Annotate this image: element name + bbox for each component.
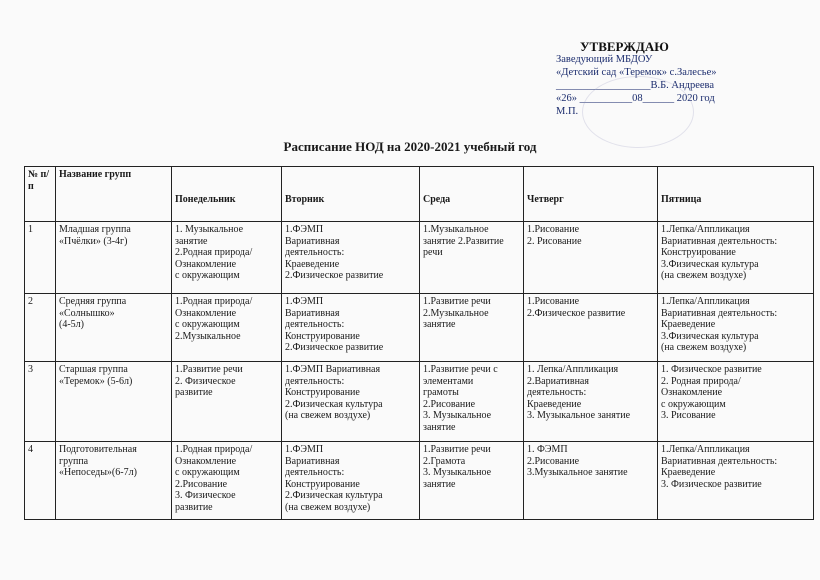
header-num: № п/п xyxy=(25,167,56,222)
cell-text-line: 1.Рисование xyxy=(527,224,580,235)
cell-text-line: деятельность: xyxy=(285,247,345,259)
cell-text-line: 1. ФЭМП xyxy=(527,444,568,455)
cell-text-line: 2.Вариативная xyxy=(527,375,589,387)
cell-text-line: 2.Рисование xyxy=(175,478,228,490)
cell-text-line: 1. Музыкальное xyxy=(175,224,244,235)
cell-text-line: Вариативная деятельность: xyxy=(661,235,778,247)
cell-monday xyxy=(172,222,282,294)
cell-group xyxy=(56,362,172,442)
cell-text-line: 2.Физическое развитие xyxy=(285,342,384,354)
cell-group xyxy=(56,222,172,294)
cell-text-line: 1.Лепка/Аппликация xyxy=(661,224,750,235)
table-row xyxy=(25,222,814,294)
cell-text-line: 1.Лепка/Аппликация xyxy=(661,444,750,455)
approval-date: «26» __________08______ 2020 год xyxy=(556,93,715,104)
cell-wednesday xyxy=(420,222,524,294)
cell-text-line: элементами xyxy=(423,375,474,387)
cell-text-line: 2. Родная природа/ xyxy=(661,375,741,387)
cell-friday xyxy=(658,442,814,520)
approval-organization: «Детский сад «Теремок» с.Залесье» xyxy=(556,67,717,78)
cell-text-line: Средняя группа xyxy=(59,296,127,307)
cell-text-line: 1.Развитие речи с xyxy=(423,364,498,375)
cell-text-line: Вариативная xyxy=(285,235,340,247)
table-row xyxy=(25,362,814,442)
cell-friday xyxy=(658,222,814,294)
cell-monday xyxy=(172,362,282,442)
cell-text-line: 1.Музыкальное xyxy=(423,224,489,235)
cell-text-line: Вариативная деятельность: xyxy=(661,307,778,319)
approval-block xyxy=(556,40,716,118)
cell-text-line: 2. Рисование xyxy=(527,235,582,247)
cell-text-line: (на свежем воздухе) xyxy=(285,410,371,422)
cell-text-line: деятельность: xyxy=(285,467,345,479)
cell-tuesday xyxy=(282,442,420,520)
cell-text-line: Ознакомление xyxy=(175,307,237,319)
cell-text-line: Краеведение xyxy=(527,398,582,410)
cell-num: 2 xyxy=(25,294,56,362)
cell-text-line: развитие xyxy=(175,387,213,399)
cell-text-line: занятие xyxy=(423,319,456,331)
cell-wednesday xyxy=(420,362,524,442)
cell-text-line: 2. Физическое xyxy=(175,375,236,387)
cell-text-line: занятие 2.Развитие xyxy=(423,235,504,247)
cell-text-line: 1.Рисование xyxy=(527,296,580,307)
cell-text-line: Конструирование xyxy=(285,330,360,342)
cell-text-line: «Солнышко» xyxy=(59,307,115,319)
cell-text-line: 1.Родная природа/ xyxy=(175,296,253,307)
cell-text-line: 3.Физическая культура xyxy=(661,258,759,270)
cell-text-line: Конструирование xyxy=(661,247,736,259)
cell-text-line: Краеведение xyxy=(661,319,716,331)
cell-text-line: занятие xyxy=(423,421,456,433)
cell-text-line: 1.Развитие речи xyxy=(423,296,491,307)
cell-text-line: 2.Рисование xyxy=(527,455,580,467)
cell-text-line: «Непоседы»(6-7л) xyxy=(59,467,137,479)
cell-text-line: с окружающим xyxy=(175,467,240,479)
cell-text-line: Ознакомление xyxy=(175,258,237,270)
cell-thursday xyxy=(524,442,658,520)
cell-text-line: речи xyxy=(423,247,443,259)
cell-text-line: занятие xyxy=(423,478,456,490)
table-row xyxy=(25,442,814,520)
cell-text-line: 2.Рисование xyxy=(423,398,476,410)
cell-text-line: занятие xyxy=(175,235,208,247)
cell-text-line: 3. Музыкальное xyxy=(423,410,492,422)
header-tuesday: Вторник xyxy=(282,167,420,222)
cell-text-line: 3.Физическая культура xyxy=(661,330,759,342)
approval-heading: УТВЕРЖДАЮ xyxy=(580,39,669,54)
cell-monday xyxy=(172,294,282,362)
cell-text-line: 3. Музыкальное xyxy=(423,467,492,479)
cell-text-line: Подготовительная xyxy=(59,444,137,455)
cell-text-line: группа xyxy=(59,455,89,467)
cell-text-line: 1.ФЭМП xyxy=(285,296,324,307)
cell-num: 4 xyxy=(25,442,56,520)
cell-thursday xyxy=(524,222,658,294)
cell-text-line: деятельность: xyxy=(285,319,345,331)
cell-text-line: (на свежем воздухе) xyxy=(661,342,747,354)
document-title: Расписание НОД на 2020-2021 учебный год xyxy=(283,139,537,154)
header-group: Название групп xyxy=(56,167,172,222)
cell-text-line: «Пчёлки» (3-4г) xyxy=(59,235,128,247)
cell-tuesday xyxy=(282,294,420,362)
cell-text-line: грамоты xyxy=(423,387,459,399)
approval-signature-line: __________________В.Б. Андреева xyxy=(556,80,715,91)
cell-wednesday xyxy=(420,442,524,520)
cell-text-line: Младшая группа xyxy=(59,224,131,235)
cell-text-line: «Теремок» (5-6л) xyxy=(59,375,133,387)
cell-tuesday xyxy=(282,222,420,294)
cell-text-line: 2.Физическое развитие xyxy=(285,270,384,282)
cell-text-line: 3. Музыкальное занятие xyxy=(527,410,631,422)
cell-text-line: (на свежем воздухе) xyxy=(661,270,747,282)
header-monday: Понедельник xyxy=(172,167,282,222)
cell-text-line: развитие xyxy=(175,501,213,513)
cell-text-line: 1.Родная природа/ xyxy=(175,444,253,455)
cell-text-line: Вариативная xyxy=(285,307,340,319)
cell-text-line: 1.Развитие речи xyxy=(175,364,243,375)
cell-text-line: Старшая группа xyxy=(59,364,128,375)
cell-text-line: 1.ФЭМП xyxy=(285,224,324,235)
cell-text-line: 2.Физическое развитие xyxy=(527,307,626,319)
cell-text-line: Ознакомление xyxy=(661,387,723,399)
header-thursday: Четверг xyxy=(524,167,658,222)
cell-text-line: Вариативная деятельность: xyxy=(661,455,778,467)
cell-text-line: 3. Рисование xyxy=(661,410,716,422)
cell-tuesday xyxy=(282,362,420,442)
cell-text-line: с окружающим xyxy=(175,319,240,331)
cell-num: 1 xyxy=(25,222,56,294)
cell-text-line: 1.ФЭМП xyxy=(285,444,324,455)
cell-thursday xyxy=(524,294,658,362)
cell-text-line: деятельность: xyxy=(527,387,587,399)
cell-text-line: 2.Физическая культура xyxy=(285,490,383,502)
cell-group xyxy=(56,442,172,520)
cell-text-line: (на свежем воздухе) xyxy=(285,501,371,513)
approval-position: Заведующий МБДОУ xyxy=(556,54,653,65)
cell-text-line: 2.Музыкальное xyxy=(175,330,241,342)
header-friday: Пятница xyxy=(658,167,814,222)
cell-text-line: 2.Родная природа/ xyxy=(175,247,253,259)
cell-group xyxy=(56,294,172,362)
cell-thursday xyxy=(524,362,658,442)
header-wednesday: Среда xyxy=(420,167,524,222)
cell-wednesday xyxy=(420,294,524,362)
cell-text-line: с окружающим xyxy=(175,270,240,282)
cell-text-line: 3. Физическое развитие xyxy=(661,478,762,490)
cell-text-line: 1.Лепка/Аппликация xyxy=(661,296,750,307)
cell-text-line: Конструирование xyxy=(285,478,360,490)
cell-monday xyxy=(172,442,282,520)
cell-text-line: 2.Грамота xyxy=(423,455,466,467)
cell-text-line: 1. Физическое развитие xyxy=(661,364,762,375)
cell-text-line: 3.Музыкальное занятие xyxy=(527,467,628,479)
cell-text-line: деятельность: xyxy=(285,375,345,387)
cell-text-line: 2.Музыкальное xyxy=(423,307,489,319)
cell-text-line: Вариативная xyxy=(285,455,340,467)
cell-text-line: Краеведение xyxy=(285,258,340,270)
cell-text-line: Краеведение xyxy=(661,467,716,479)
cell-text-line: 1. Лепка/Аппликация xyxy=(527,364,619,375)
cell-text-line: (4-5л) xyxy=(59,319,84,331)
cell-friday xyxy=(658,362,814,442)
cell-text-line: Конструирование xyxy=(285,387,360,399)
schedule-table xyxy=(24,166,814,520)
cell-text-line: с окружающим xyxy=(661,398,726,410)
table-row xyxy=(25,294,814,362)
cell-text-line: 1.Развитие речи xyxy=(423,444,491,455)
cell-friday xyxy=(658,294,814,362)
approval-seal-label: М.П. xyxy=(556,106,579,117)
cell-text-line: Ознакомление xyxy=(175,455,237,467)
cell-text-line: 3. Физическое xyxy=(175,490,236,502)
header-row xyxy=(25,167,814,222)
cell-text-line: 1.ФЭМП Вариативная xyxy=(285,364,381,375)
cell-text-line: 2.Физическая культура xyxy=(285,398,383,410)
cell-num: 3 xyxy=(25,362,56,442)
